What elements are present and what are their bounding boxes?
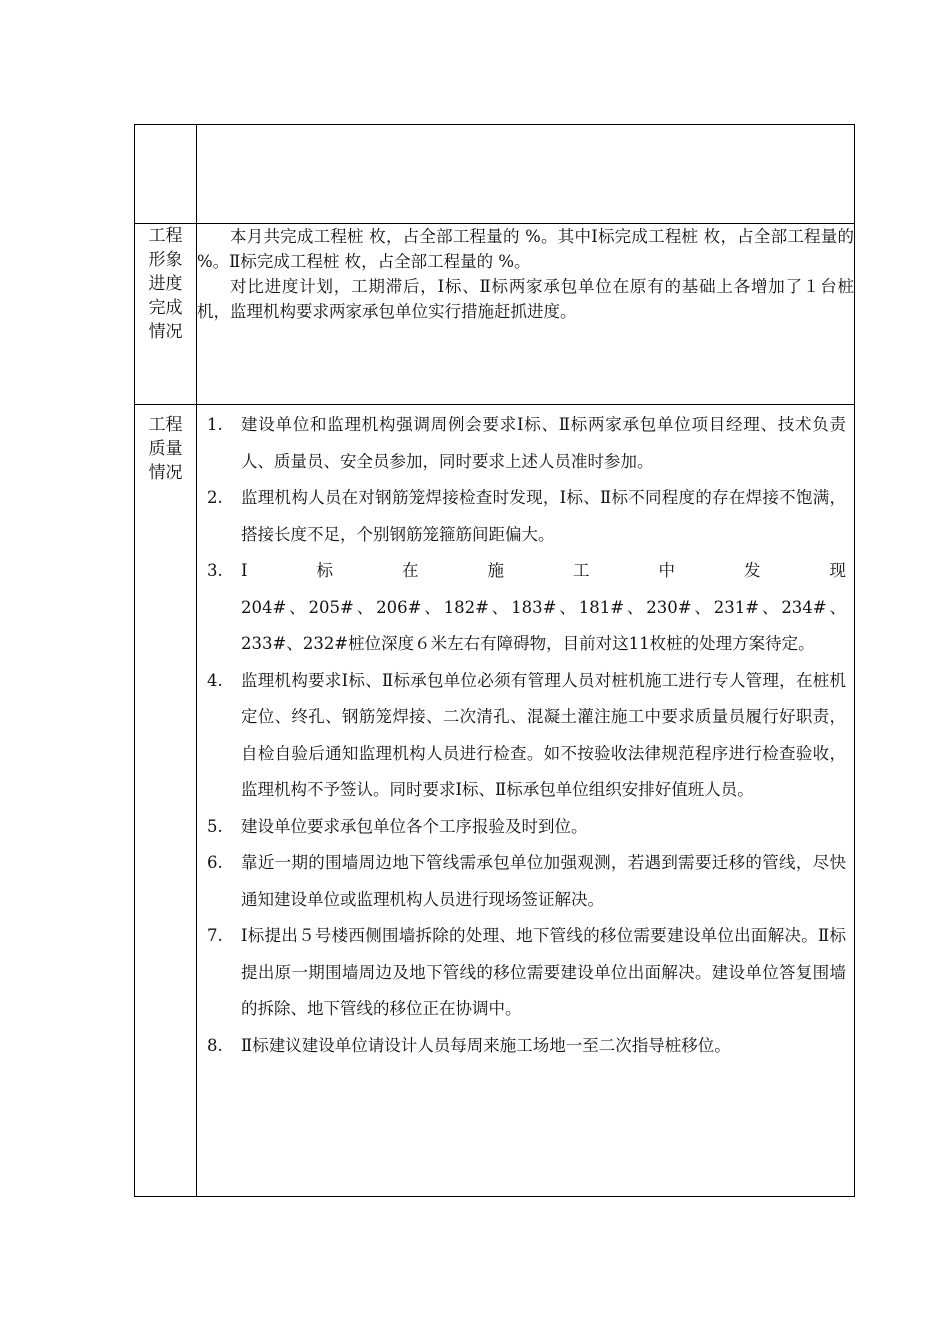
list-item-number: 3. xyxy=(207,561,223,580)
list-item-number: 6. xyxy=(207,853,223,872)
progress-paragraph: 对比进度计划，工期滞后，Ⅰ标、Ⅱ标两家承包单位在原有的基础上各增加了１台桩机，监理机构要求两家承包单位实行措施赶抓进度。 xyxy=(197,277,854,321)
spread-char: 施 xyxy=(487,561,504,580)
spread-char: 在 xyxy=(402,561,419,580)
list-item xyxy=(207,553,846,663)
quality-label-cell xyxy=(135,405,197,1197)
list-item-text: 204#、205#、206#、182#、183#、181#、230#、231#、234#、233#、232#桩位深度６米左右有障碍物，目前对这11枚桩的处理方案待定。 xyxy=(241,597,846,653)
list-item xyxy=(207,407,846,480)
list-item-number: 2. xyxy=(207,488,223,507)
list-item xyxy=(207,809,846,846)
spread-char: 工 xyxy=(572,561,590,580)
progress-label-line: 情况 xyxy=(148,322,183,342)
list-item xyxy=(207,918,846,1028)
spread-char: 标 xyxy=(316,561,334,580)
progress-label-cell xyxy=(135,224,197,405)
progress-paragraph: 本月共完成工程桩 枚，占全部工程量的 %。其中Ⅰ标完成工程桩 枚，占全部工程量的 %。Ⅱ标完成工程桩 枚，占全部工程量的 %。 xyxy=(197,227,854,271)
list-item xyxy=(207,663,846,809)
progress-label-line: 完成 xyxy=(148,298,183,318)
list-item-number: 8. xyxy=(207,1035,223,1055)
progress-label-line: 进度 xyxy=(148,274,183,294)
quality-label-line: 情况 xyxy=(148,463,183,483)
list-item-number: 1. xyxy=(207,415,223,434)
progress-content-cell xyxy=(197,224,855,405)
progress-label-line: 工程 xyxy=(148,226,183,246)
table-row-blank xyxy=(135,125,855,224)
spread-char: 发 xyxy=(743,561,761,580)
list-item-text: Ⅰ标提出５号楼西侧围墙拆除的处理、地下管线的移位需要建设单位出面解决。Ⅱ标提出原一期围墙周边及地下管线的移位需要建设单位出面解决。建设单位答复围墙的拆除、地下管线的移位正在协调中。 xyxy=(241,926,846,1018)
list-item xyxy=(207,845,846,918)
report-table xyxy=(134,124,855,1197)
spread-char: Ⅰ xyxy=(241,561,248,580)
table-row-progress xyxy=(135,224,855,405)
list-item-spread-line xyxy=(241,553,846,590)
quality-label-line: 质量 xyxy=(148,439,183,459)
list-item-number: 4. xyxy=(207,670,223,690)
progress-label-line: 形象 xyxy=(148,250,183,270)
quality-list xyxy=(197,405,854,1064)
list-item-number: 7. xyxy=(207,926,223,945)
list-item-text: Ⅱ标建议建设单位请设计人员每周来施工场地一至二次指导桩移位。 xyxy=(241,1035,731,1055)
spread-char: 现 xyxy=(829,561,846,580)
list-item xyxy=(207,480,846,553)
list-item-text: 监理机构人员在对钢筋笼焊接检查时发现，Ⅰ标、Ⅱ标不同程度的存在焊接不饱满，搭接长度不足，个别钢筋笼箍筋间距偏大。 xyxy=(241,488,846,544)
blank-label-cell xyxy=(135,125,197,224)
list-item-text: 建设单位和监理机构强调周例会要求Ⅰ标、Ⅱ标两家承包单位项目经理、技术负责人、质量员、安全员参加，同时要求上述人员准时参加。 xyxy=(241,415,846,471)
list-item xyxy=(207,1028,846,1065)
list-item-number: 5. xyxy=(207,816,223,836)
table-row-quality xyxy=(135,405,855,1197)
list-item-text: 建设单位要求承包单位各个工序报验及时到位。 xyxy=(241,816,588,836)
list-item-text: 监理机构要求Ⅰ标、Ⅱ标承包单位必须有管理人员对桩机施工进行专人管理，在桩机定位、终孔、钢筋笼焊接、二次清孔、混凝土灌注施工中要求质量员履行好职责，自检自验后通知监理机构人员进行检查。如不按验收法律规范程序进行检查验收，监理机构不予签认。同时要求Ⅰ标、Ⅱ标承包单位组织安排好值班人员。 xyxy=(241,670,846,799)
quality-content-cell xyxy=(197,405,855,1197)
list-item-text: 靠近一期的围墙周边地下管线需承包单位加强观测，若遇到需要迁移的管线，尽快通知建设单位或监理机构人员进行现场签证解决。 xyxy=(241,853,846,909)
quality-label-line: 工程 xyxy=(148,415,183,435)
blank-content-cell xyxy=(197,125,855,224)
spread-char: 中 xyxy=(658,561,675,580)
